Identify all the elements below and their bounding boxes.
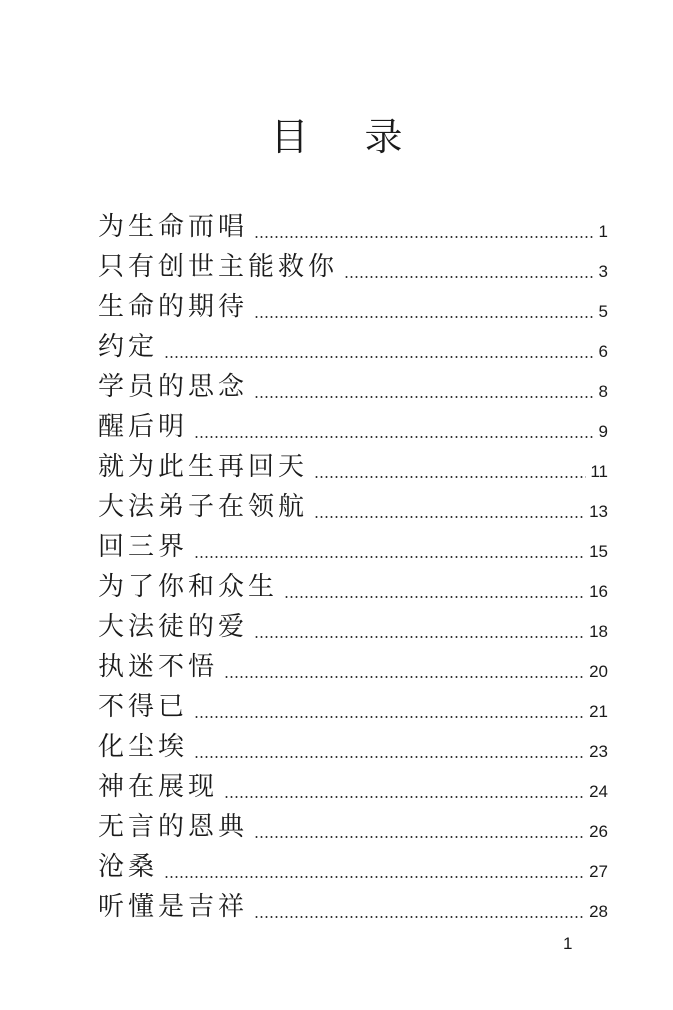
toc-entry-title: 学员的思念 [98, 372, 249, 402]
toc-entry [98, 723, 608, 763]
toc-entry-title: 为生命而唱 [98, 212, 249, 242]
toc-entry-page: 5 [598, 302, 608, 321]
toc-entry-page: 21 [589, 702, 608, 721]
toc-entry-title: 听懂是吉祥 [98, 892, 249, 922]
toc-entry [98, 763, 608, 803]
toc-entry [98, 403, 608, 443]
toc-leader-dots [314, 516, 585, 518]
toc-leader-dots [254, 236, 594, 238]
toc-entry-page: 13 [589, 502, 608, 521]
toc-leader-dots [224, 676, 585, 678]
toc-leader-dots [194, 556, 585, 558]
toc-leader-dots [254, 836, 585, 838]
toc-entry-title: 只有创世主能救你 [98, 252, 339, 282]
toc-entry [98, 803, 608, 843]
toc-entry-title: 大法弟子在领航 [98, 492, 309, 522]
toc-entry-title: 醒后明 [98, 412, 189, 442]
toc-entry-title: 不得已 [98, 692, 189, 722]
toc-entry-page: 1 [598, 222, 608, 241]
toc-entry-page: 20 [589, 662, 608, 681]
toc-entry-page: 24 [589, 782, 608, 801]
toc-entry-page: 8 [598, 382, 608, 401]
toc-entry [98, 643, 608, 683]
toc-entry-page: 18 [589, 622, 608, 641]
page-number: 1 [563, 934, 573, 953]
toc-entry [98, 203, 608, 243]
toc-leader-dots [254, 396, 594, 398]
toc-entry-page: 16 [589, 582, 608, 601]
toc-leader-dots [284, 596, 585, 598]
toc-leader-dots [254, 316, 594, 318]
toc-entry [98, 883, 608, 923]
toc-entry-title: 生命的期待 [98, 292, 249, 322]
toc-entry [98, 283, 608, 323]
toc-entry-page: 11 [590, 462, 608, 481]
toc-entry-title: 为了你和众生 [98, 572, 279, 602]
toc-leader-dots [224, 796, 585, 798]
toc-entry-title: 就为此生再回天 [98, 452, 309, 482]
toc-entry-title: 沧桑 [98, 852, 159, 882]
toc-entry-page: 6 [598, 342, 608, 361]
toc-entry-title: 回三界 [98, 532, 189, 562]
toc-entry [98, 603, 608, 643]
toc-leader-dots [254, 916, 585, 918]
toc-entry-page: 3 [598, 262, 608, 281]
page-title: 目 录 [270, 115, 425, 159]
toc-entry-page: 15 [589, 542, 608, 561]
toc-leader-dots [164, 876, 585, 878]
toc-leader-dots [344, 276, 594, 278]
toc-leader-dots [194, 716, 585, 718]
toc-entry [98, 363, 608, 403]
toc-entry [98, 843, 608, 883]
toc-entry [98, 483, 608, 523]
toc-entry [98, 443, 608, 483]
toc-leader-dots [164, 356, 594, 358]
toc-leader-dots [194, 756, 585, 758]
toc-entry-title: 化尘埃 [98, 732, 189, 762]
toc-entry-title: 大法徒的爱 [98, 612, 249, 642]
toc-entry-page: 26 [589, 822, 608, 841]
toc-entry-page: 27 [589, 862, 608, 881]
toc-entry [98, 243, 608, 283]
toc-entry-title: 无言的恩典 [98, 812, 249, 842]
table-of-contents [98, 203, 608, 923]
toc-entry-page: 9 [598, 422, 608, 441]
toc-entry-page: 23 [589, 742, 608, 761]
toc-entry-title: 神在展现 [98, 772, 219, 802]
toc-leader-dots [254, 636, 585, 638]
toc-entry [98, 523, 608, 563]
toc-entry [98, 683, 608, 723]
toc-entry-page: 28 [589, 902, 608, 921]
toc-leader-dots [194, 436, 594, 438]
toc-entry-title: 约定 [98, 332, 159, 362]
toc-entry-title: 执迷不悟 [98, 652, 219, 682]
toc-entry [98, 563, 608, 603]
toc-entry [98, 323, 608, 363]
toc-leader-dots [314, 476, 586, 478]
